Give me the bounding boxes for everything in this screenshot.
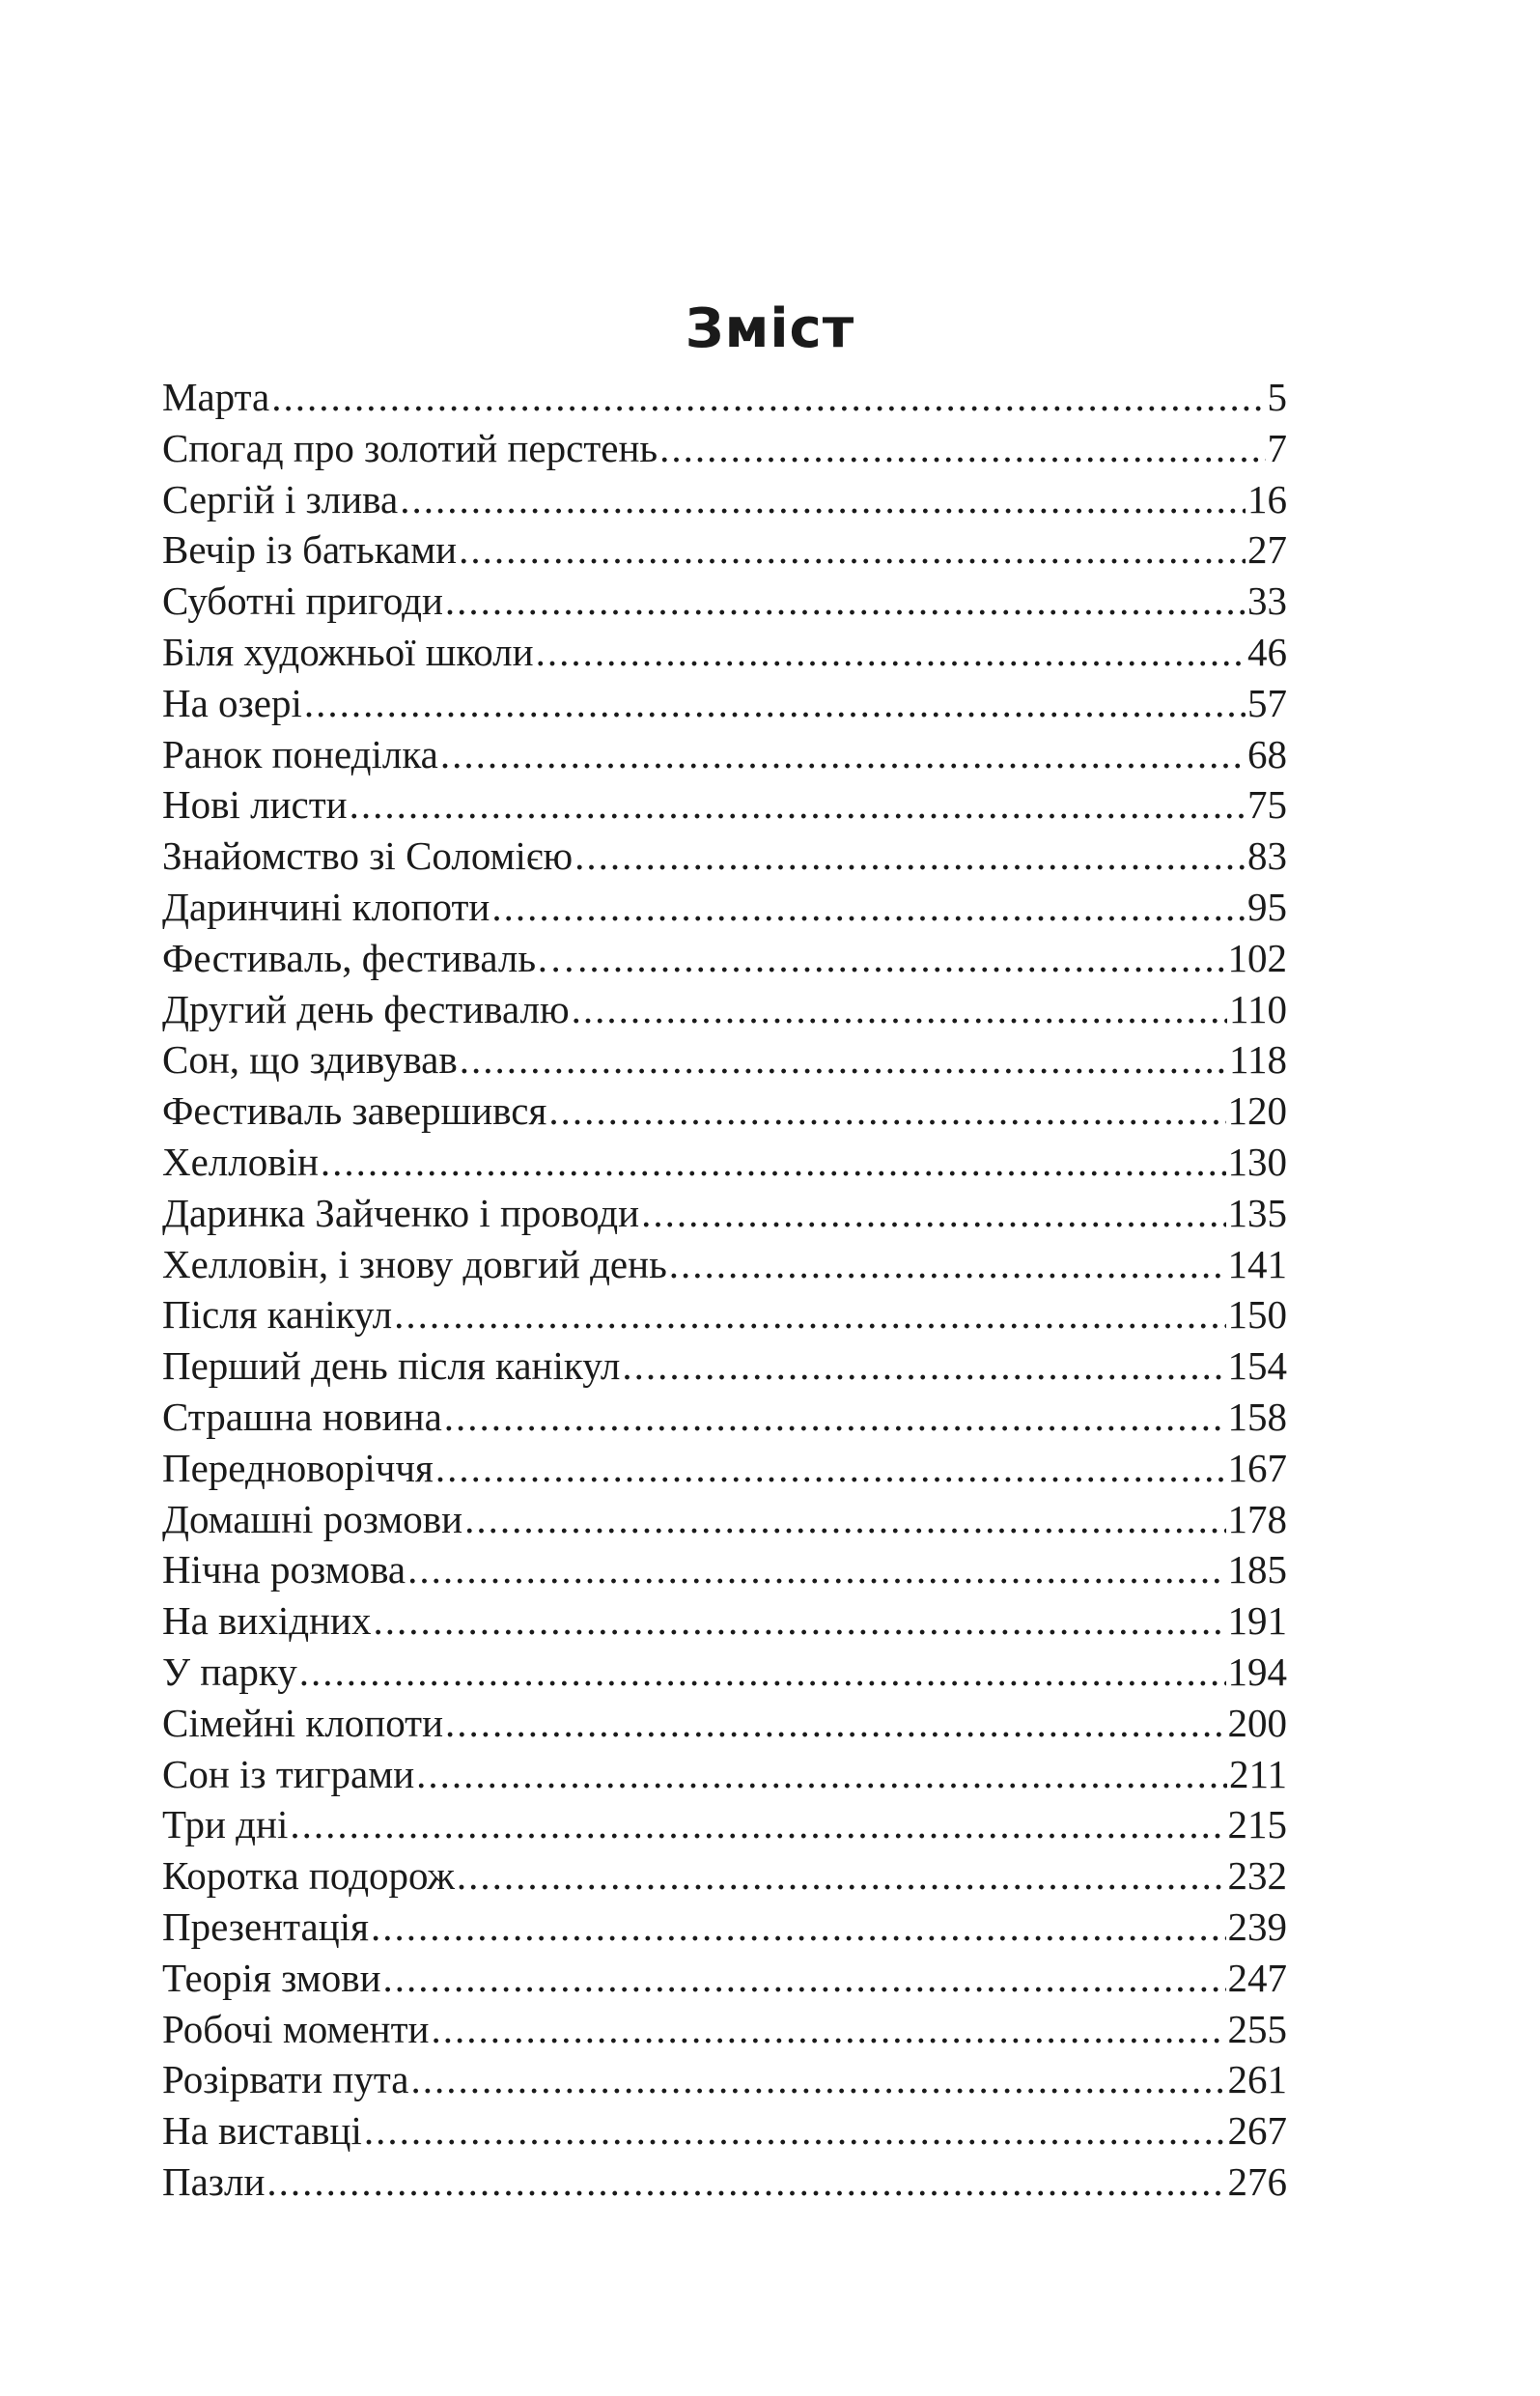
toc-entry-title: Нічна розмова <box>162 1547 406 1593</box>
toc-page-number: 141 <box>1227 1241 1287 1286</box>
page-title: Зміст <box>685 296 855 360</box>
table-of-contents <box>162 372 1287 2208</box>
dot-leader <box>394 1289 1225 1340</box>
toc-page-number: 83 <box>1247 833 1287 879</box>
toc-entry-title: Нові листи <box>162 782 348 828</box>
toc-page-number: 178 <box>1227 1496 1287 1541</box>
toc-page-number: 194 <box>1227 1649 1287 1694</box>
toc-entry <box>162 678 1287 729</box>
dot-leader <box>383 1953 1226 2004</box>
toc-entry <box>162 2004 1287 2055</box>
toc-page-number: 150 <box>1227 1292 1287 1338</box>
dot-leader <box>321 1137 1226 1188</box>
toc-page-number: 75 <box>1247 782 1287 828</box>
dot-leader <box>435 1443 1226 1494</box>
toc-entry-title: Домашні розмови <box>162 1496 463 1541</box>
dot-leader <box>400 474 1246 525</box>
toc-entry <box>162 1595 1287 1647</box>
dot-leader <box>350 779 1246 831</box>
toc-entry-title: Хелловін <box>162 1139 319 1184</box>
dot-leader <box>364 2105 1226 2156</box>
toc-entry-title: Коротка подорож <box>162 1853 455 1899</box>
toc-entry-title: Марта <box>162 375 270 419</box>
dot-leader <box>457 1850 1226 1902</box>
toc-page-number: 135 <box>1227 1190 1287 1235</box>
toc-entry-title: Перший день після канікул <box>162 1343 621 1389</box>
dot-leader <box>491 882 1246 933</box>
toc-page-number: 154 <box>1227 1343 1287 1389</box>
toc-page-number: 46 <box>1247 629 1287 674</box>
dot-leader <box>445 576 1246 627</box>
toc-page-number: 130 <box>1227 1139 1287 1184</box>
toc-entry <box>162 1392 1287 1443</box>
toc-entry <box>162 2105 1287 2156</box>
toc-page-number: 255 <box>1227 2006 1287 2051</box>
toc-page-number: 247 <box>1227 1955 1287 2000</box>
toc-entry-title: На виставці <box>162 2108 362 2154</box>
toc-entry-title: Передноворіччя <box>162 1445 434 1490</box>
dot-leader <box>416 1749 1227 1800</box>
toc-entry <box>162 1239 1287 1290</box>
toc-page-number: 102 <box>1227 935 1287 980</box>
toc-entry-title: Хелловін, і знову довгий день <box>162 1241 667 1286</box>
toc-entry <box>162 882 1287 933</box>
toc-entry <box>162 474 1287 525</box>
toc-entry-title: Даринка Зайченко і проводи <box>162 1190 640 1235</box>
toc-page-number: 239 <box>1227 1903 1287 1949</box>
toc-page-number: 57 <box>1247 680 1287 725</box>
dot-leader <box>266 2156 1225 2208</box>
toc-entry <box>162 1953 1287 2004</box>
toc-entry-title: Спогад про золотий перстень <box>162 425 658 470</box>
dot-leader <box>574 831 1246 882</box>
toc-entry <box>162 1443 1287 1494</box>
dot-leader <box>444 1392 1226 1443</box>
toc-entry-title: На озері <box>162 680 302 725</box>
toc-page-number: 267 <box>1227 2108 1287 2154</box>
dot-leader <box>407 1544 1225 1595</box>
toc-entry-title: У парку <box>162 1649 297 1694</box>
toc-entry-title: Після канікул <box>162 1292 393 1338</box>
toc-entry-title: Фестиваль, фестиваль… <box>162 935 576 980</box>
toc-entry-title: Сімейні клопоти <box>162 1700 444 1745</box>
toc-entry-title: Фестиваль завершився <box>162 1088 547 1134</box>
dot-leader <box>431 2004 1225 2055</box>
toc-page-number: 110 <box>1229 986 1287 1031</box>
toc-entry <box>162 372 1287 423</box>
toc-page-number: 185 <box>1227 1547 1287 1593</box>
toc-page-number: 261 <box>1227 2057 1287 2102</box>
toc-page-number: 118 <box>1229 1037 1287 1083</box>
dot-leader <box>536 627 1246 678</box>
toc-entry <box>162 779 1287 831</box>
toc-entry <box>162 729 1287 780</box>
toc-entry <box>162 831 1287 882</box>
toc-entry-title: Робочі моменти <box>162 2006 430 2051</box>
toc-entry-title: Сон із тиграми <box>162 1751 415 1796</box>
toc-entry <box>162 1085 1287 1137</box>
dot-leader <box>440 729 1246 780</box>
toc-entry <box>162 984 1287 1035</box>
toc-entry-title: Знайомство зі Соломією <box>162 833 574 879</box>
dot-leader <box>464 1494 1225 1545</box>
toc-entry-title: Пазли <box>162 2158 266 2204</box>
toc-entry-title: Сон, що здивував <box>162 1037 458 1083</box>
dot-leader <box>572 984 1227 1035</box>
toc-entry <box>162 1188 1287 1239</box>
dot-leader <box>304 678 1246 729</box>
toc-page-number: 33 <box>1247 578 1287 624</box>
toc-entry <box>162 1698 1287 1749</box>
dot-leader <box>271 372 1265 423</box>
toc-entry-title: Теорія змови <box>162 1955 381 2000</box>
dot-leader <box>459 524 1246 576</box>
toc-entry-title: Біля художньої школи <box>162 629 534 674</box>
toc-entry <box>162 1799 1287 1850</box>
toc-page-number: 68 <box>1247 731 1287 776</box>
dot-leader <box>577 933 1225 984</box>
toc-entry-title: Ранок понеділка <box>162 731 438 776</box>
dot-leader <box>371 1902 1226 1953</box>
toc-page-number: 200 <box>1227 1700 1287 1745</box>
toc-entry <box>162 1749 1287 1800</box>
toc-entry <box>162 1494 1287 1545</box>
toc-page-number: 215 <box>1227 1802 1287 1847</box>
toc-entry <box>162 1340 1287 1392</box>
toc-entry <box>162 524 1287 576</box>
toc-page-number: 232 <box>1227 1853 1287 1899</box>
toc-entry-title: Другий день фестивалю <box>162 986 570 1031</box>
toc-page-number: 211 <box>1229 1751 1287 1796</box>
toc-page-number: 27 <box>1247 527 1287 573</box>
toc-entry-title: На вихідних <box>162 1598 372 1644</box>
dot-leader <box>622 1340 1225 1392</box>
toc-entry-title: Презентація <box>162 1903 369 1949</box>
dot-leader <box>669 1239 1226 1290</box>
toc-entry <box>162 576 1287 627</box>
toc-entry <box>162 1850 1287 1902</box>
dot-leader <box>290 1799 1225 1850</box>
toc-entry-title: Три дні <box>162 1802 289 1847</box>
toc-page-number: 167 <box>1227 1445 1287 1490</box>
toc-entry-title: Вечір із батьками <box>162 527 458 573</box>
toc-entry <box>162 1902 1287 1953</box>
toc-page-number: 276 <box>1227 2158 1287 2204</box>
dot-leader <box>659 423 1265 474</box>
toc-entry <box>162 627 1287 678</box>
dot-leader <box>445 1698 1225 1749</box>
toc-entry <box>162 1647 1287 1698</box>
dot-leader <box>548 1085 1225 1137</box>
toc-entry-title: Страшна новина <box>162 1394 442 1439</box>
dot-leader <box>299 1647 1226 1698</box>
toc-entry-title: Розірвати пута <box>162 2057 409 2102</box>
dot-leader <box>411 2054 1226 2105</box>
toc-page-number: 158 <box>1227 1394 1287 1439</box>
toc-entry-title: Даринчині клопоти <box>162 884 490 929</box>
toc-entry-title: Суботні пригоди <box>162 578 443 624</box>
toc-page-number: 7 <box>1267 425 1287 470</box>
toc-entry <box>162 933 1287 984</box>
toc-entry-title: Сергій і злива <box>162 476 399 521</box>
toc-entry <box>162 1544 1287 1595</box>
dot-leader <box>460 1034 1227 1085</box>
toc-page-number: 191 <box>1227 1598 1287 1644</box>
toc-page-number: 5 <box>1267 375 1287 419</box>
toc-page-number: 95 <box>1247 884 1287 929</box>
dot-leader <box>374 1595 1226 1647</box>
toc-entry <box>162 423 1287 474</box>
toc-entry <box>162 2156 1287 2208</box>
toc-entry <box>162 2054 1287 2105</box>
toc-page-number: 120 <box>1227 1088 1287 1134</box>
toc-entry <box>162 1289 1287 1340</box>
toc-entry <box>162 1137 1287 1188</box>
dot-leader <box>641 1188 1225 1239</box>
toc-entry <box>162 1034 1287 1085</box>
toc-page-number: 16 <box>1247 476 1287 521</box>
